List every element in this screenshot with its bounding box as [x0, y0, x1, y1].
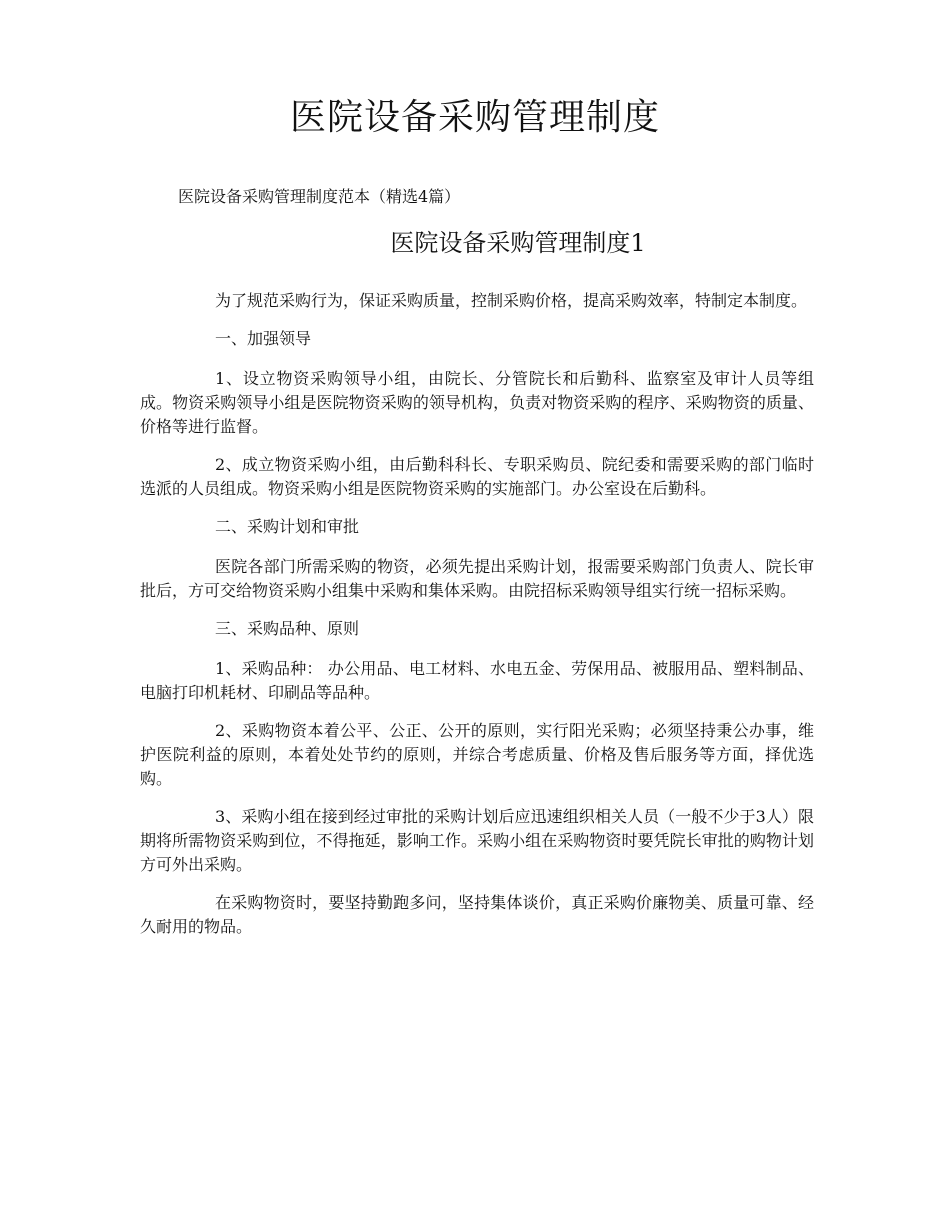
document-body: [140, 289, 814, 953]
paragraph-execution: 3、采购小组在接到经过审批的采购计划后应迅速组织相关人员（一般不少于3人）限期将所需物资采购到位，不得拖延，影响工作。采购小组在采购物资时要凭院长审批的购物计划方可外出采购。: [140, 807, 814, 874]
paragraph-purpose: 为了规范采购行为，保证采购质量，控制采购价格，提高采购效率，特制定本制度。: [215, 291, 808, 310]
paragraph-principles: 2、采购物资本着公平、公正、公开的原则，实行阳光采购；必须坚持秉公办事，维护医院利益的原则，本着处处节约的原则，并综合考虑质量、价格及售后服务等方面，择优选购。: [140, 721, 814, 788]
paragraph-purchasing-team: 2、成立物资采购小组，由后勤科科长、专职采购员、院纪委和需要采购的部门临时选派的人员组成。物资采购小组是医院物资采购的实施部门。办公室设在后勤科。: [140, 455, 814, 498]
paragraph-negotiation: 在采购物资时，要坚持勤跑多问，坚持集体谈价，真正采购价廉物美、质量可靠、经久耐用的物品。: [140, 893, 814, 936]
heading-varieties-principles: 三、采购品种、原则: [215, 619, 360, 638]
paragraph-varieties: 1、采购品种： 办公用品、电工材料、水电五金、劳保用品、被服用品、塑料制品、电脑打印机耗材、印刷品等品种。: [140, 659, 814, 702]
paragraph-plan-approval: 医院各部门所需采购的物资，必须先提出采购计划，报需要采购部门负责人、院长审批后，方可交给物资采购小组集中采购和集体采购。由院招标采购领导组实行统一招标采购。: [140, 557, 814, 600]
heading-plan-approval: 二、采购计划和审批: [215, 517, 360, 536]
document-intro: 医院设备采购管理制度范本（精选4篇）: [178, 187, 461, 206]
paragraph-leadership-group: 1、设立物资采购领导小组，由院长、分管院长和后勤科、监察室及审计人员等组成。物资采购领导小组是医院物资采购的领导机构，负责对物资采购的程序、采购物资的质量、价格等进行监督。: [140, 369, 814, 436]
heading-leadership: 一、加强领导: [215, 329, 312, 348]
section-title: 医院设备采购管理制度1: [390, 229, 646, 257]
document-title: 医院设备采购管理制度: [289, 97, 660, 138]
